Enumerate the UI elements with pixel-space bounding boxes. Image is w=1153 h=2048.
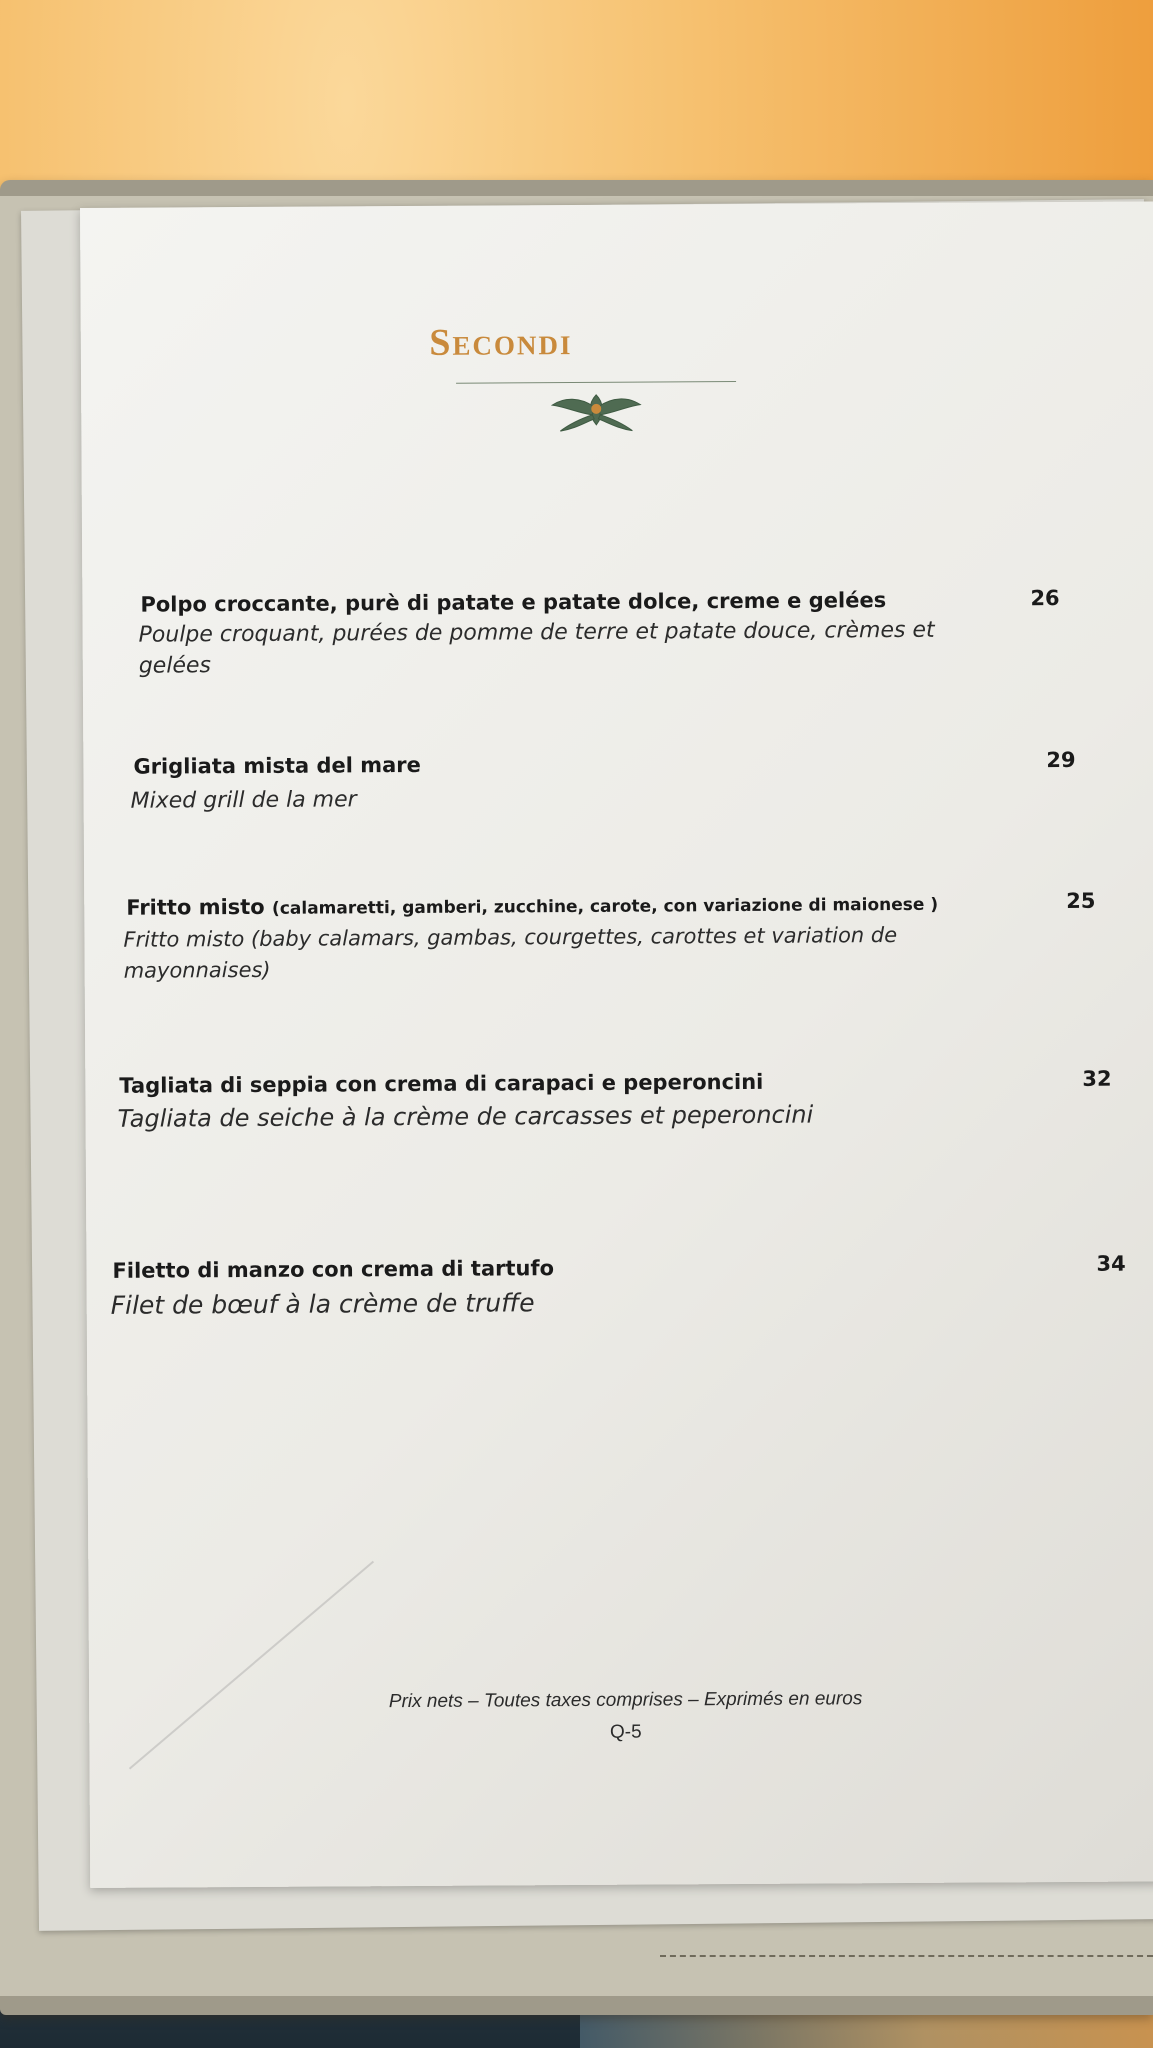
- leaf-ornament-icon: [536, 384, 656, 435]
- title-divider: [456, 381, 736, 384]
- dish-name-it: Tagliata di seppia con crema di carapaci e peperoncini: [119, 1069, 764, 1098]
- dish-price: 32: [1082, 1066, 1112, 1091]
- menu-page: [80, 201, 1153, 1888]
- dish-description-fr: Tagliata de seiche à la crème de carcasses et peperoncini: [117, 1100, 814, 1133]
- price-notice: Prix nets – Toutes taxes comprises – Exprimés en euros: [388, 1688, 863, 1713]
- dish-name-main: Fritto misto: [126, 894, 265, 920]
- dish-description-fr: Filet de bœuf à la crème de truffe: [110, 1288, 535, 1320]
- dish-price: 29: [1046, 747, 1076, 773]
- dish-description-fr: Fritto misto (baby calamars, gambas, courgettes, carottes et variation de mayonnaises): [123, 923, 898, 983]
- dish-description-fr: Poulpe croquant, purées de pomme de terre et patate douce, crèmes et gelées: [138, 617, 935, 679]
- menu-section-title: Secondi: [429, 320, 573, 364]
- dish-price: 34: [1096, 1251, 1126, 1276]
- dish-name-it: [126, 891, 938, 920]
- dish-name-it: Grigliata mista del mare: [133, 752, 421, 779]
- dish-name-it: Polpo croccante, purè di patate e patate dolce, creme e gelées: [140, 588, 887, 617]
- dish-name-it: Filetto di manzo con crema di tartufo: [112, 1256, 555, 1283]
- folder-stitching: [660, 1955, 1153, 1957]
- dish-name-ingredients: (calamaretti, gamberi, zucchine, carote, con variazione di maionese ): [271, 894, 939, 919]
- dish-price: 26: [1030, 586, 1060, 611]
- dish-price: 25: [1066, 888, 1096, 913]
- dish-description-fr: Mixed grill de la mer: [130, 787, 357, 814]
- page-code: Q-5: [609, 1721, 642, 1743]
